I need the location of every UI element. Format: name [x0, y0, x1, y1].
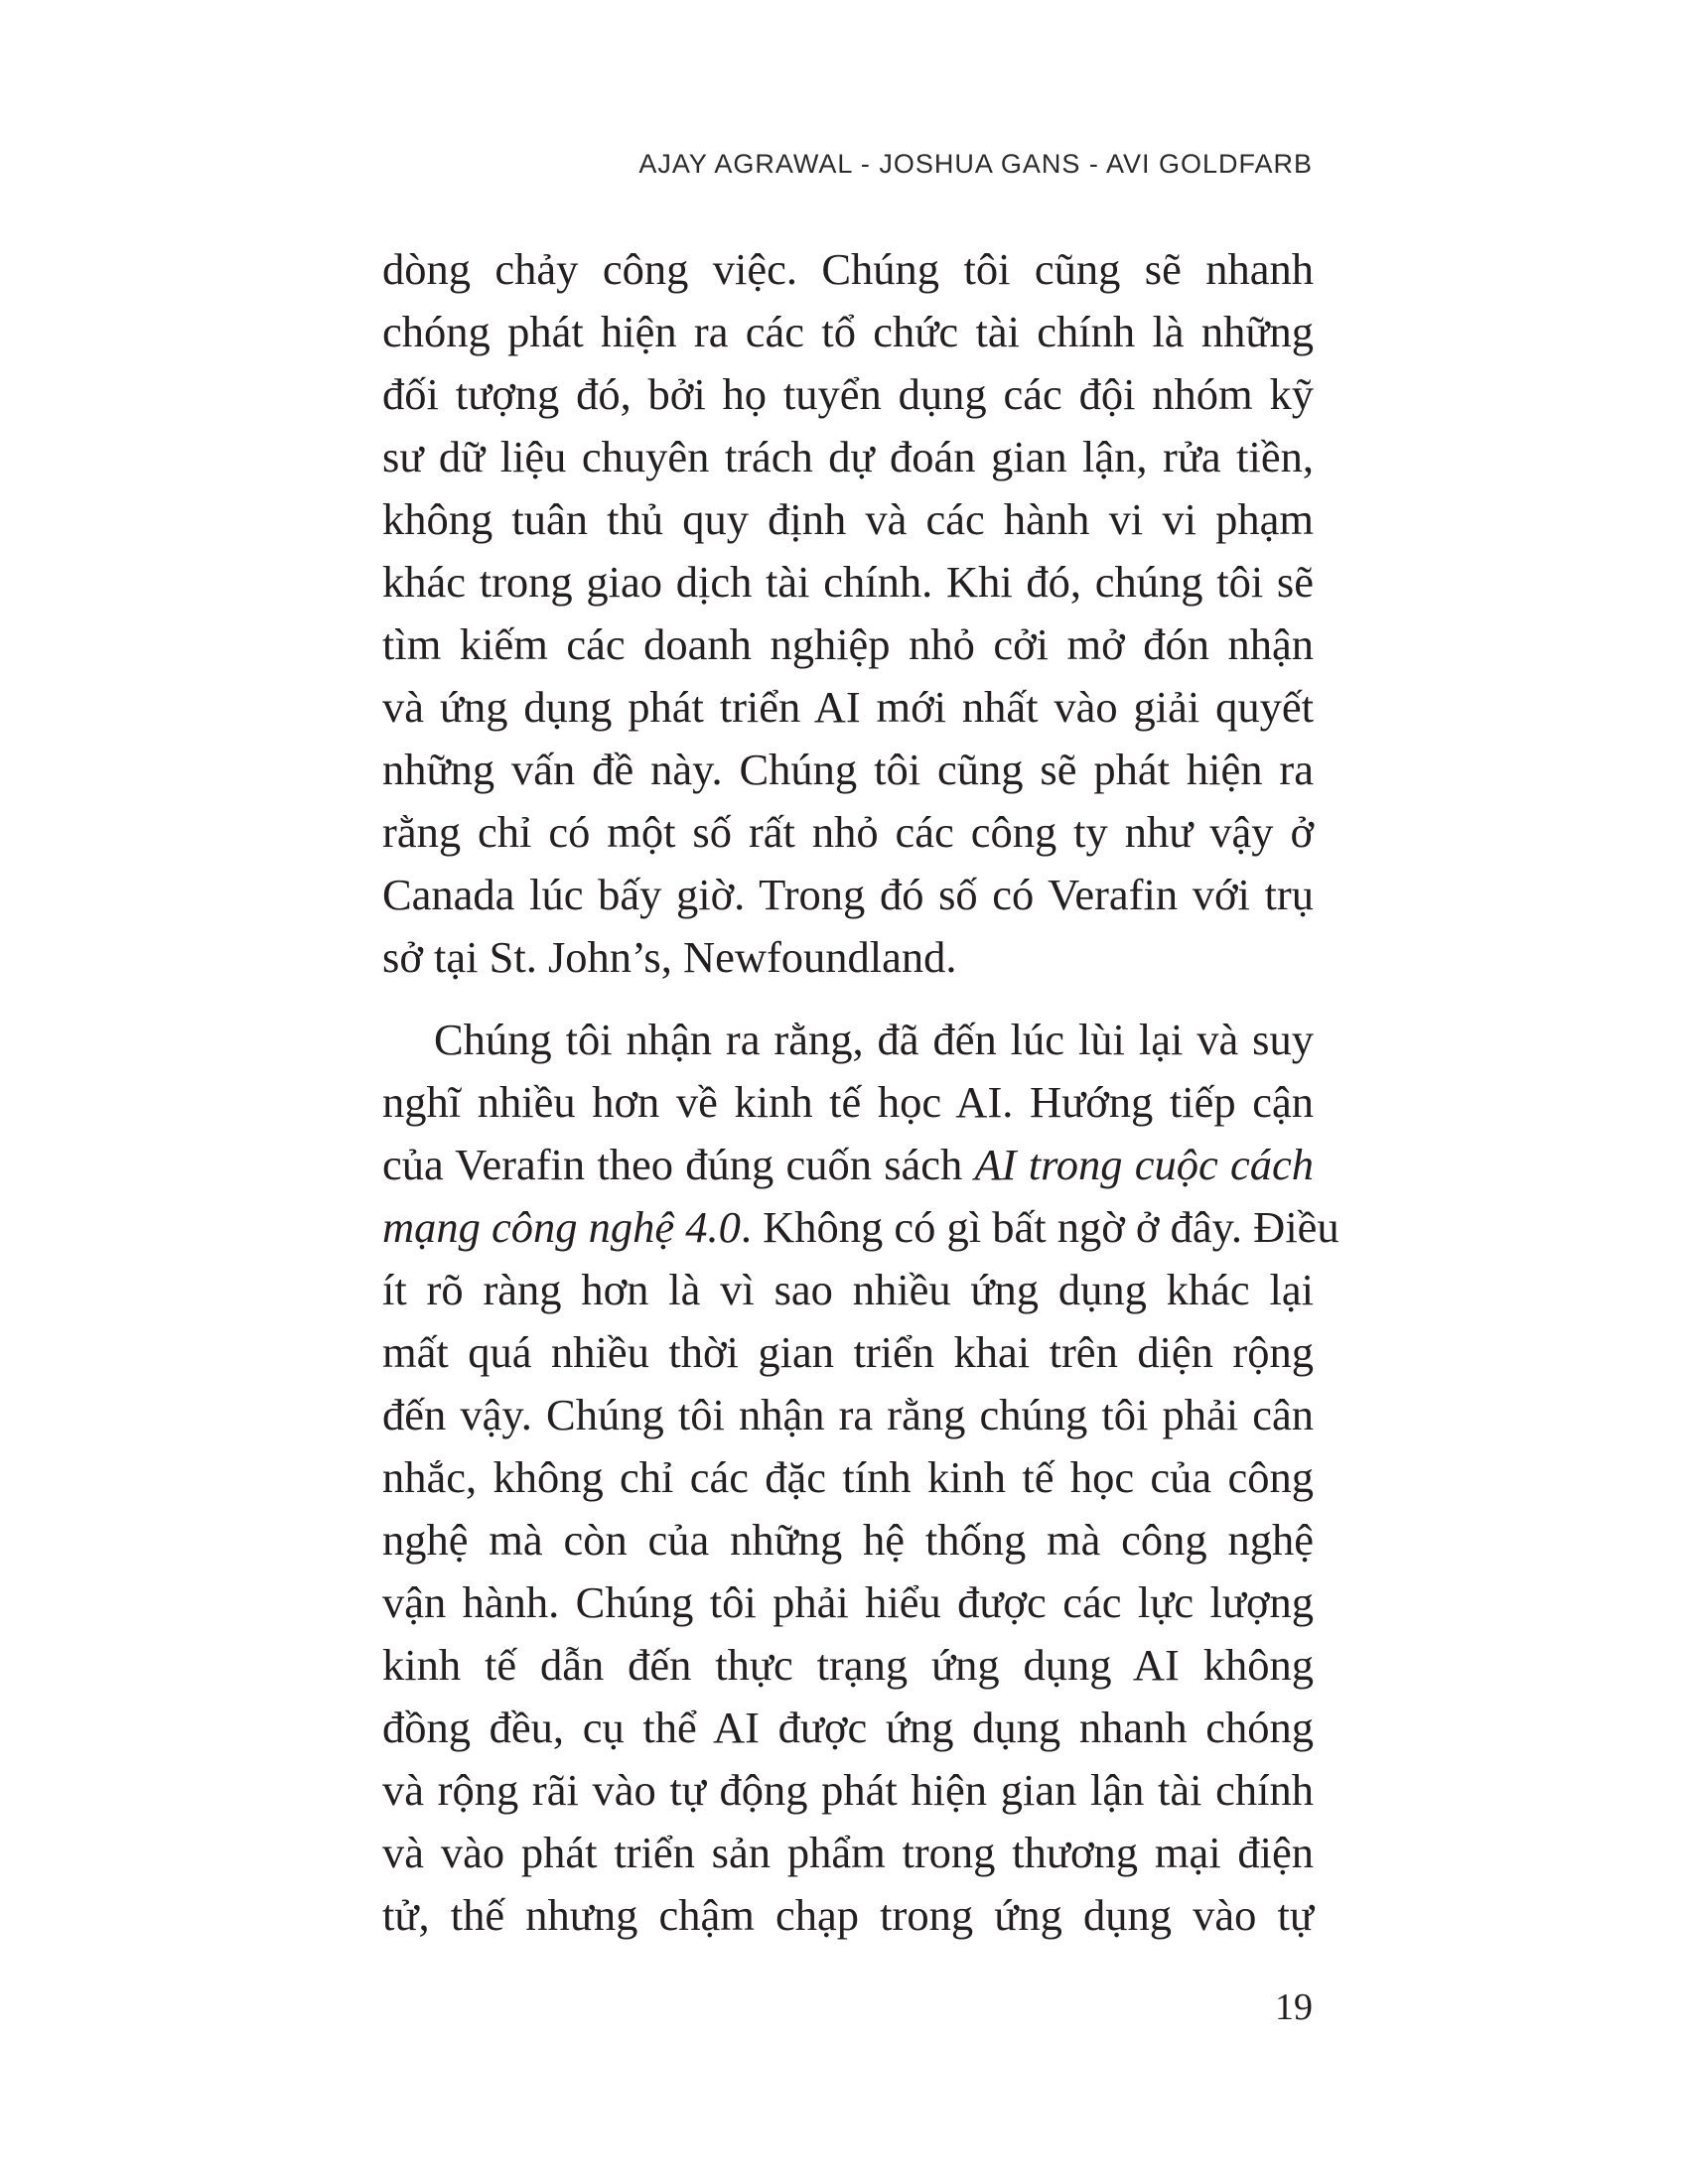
text-line: dòng chảy công việc. Chúng tôi cũng sẽ nhanh	[382, 244, 1314, 294]
text-line: mất quá nhiều thời gian triển khai trên diện rộng	[382, 1327, 1314, 1377]
text-line: và ứng dụng phát triển AI mới nhất vào giải quyết	[382, 682, 1314, 732]
text-line	[382, 1196, 1339, 1259]
text-line: những vấn đề này. Chúng tôi cũng sẽ phát hiện ra	[382, 745, 1314, 794]
text-segment: của Verafin theo đúng cuốn sách	[382, 1140, 975, 1189]
text-line: đến vậy. Chúng tôi nhận ra rằng chúng tôi phải cân	[382, 1390, 1314, 1439]
text-line: rằng chỉ có một số rất nhỏ các công ty như vậy ở	[382, 807, 1314, 857]
text-line: nhắc, không chỉ các đặc tính kinh tế học của công	[382, 1452, 1314, 1502]
page-number: 19	[1275, 1986, 1313, 2028]
text-line	[382, 1134, 1314, 1196]
text-line: khác trong giao dịch tài chính. Khi đó, chúng tôi sẽ	[382, 557, 1314, 607]
body-text	[382, 238, 1339, 1947]
text-line: kinh tế dẫn đến thực trạng ứng dụng AI không	[382, 1640, 1314, 1690]
text-line: tử, thế nhưng chậm chạp trong ứng dụng vào tự	[382, 1890, 1314, 1940]
text-line: nghệ mà còn của những hệ thống mà công nghệ	[382, 1515, 1314, 1565]
running-head-authors: AJAY AGRAWAL - JOSHUA GANS - AVI GOLDFARB	[638, 149, 1313, 179]
text-line: nghĩ nhiều hơn về kinh tế học AI. Hướng tiếp cận	[382, 1077, 1314, 1127]
paragraph-2	[382, 1009, 1339, 1947]
paragraph-1	[382, 238, 1314, 989]
text-line: và rộng rãi vào tự động phát hiện gian lận tài chính	[382, 1765, 1314, 1815]
text-segment: . Không có gì bất ngờ ở đây. Điều	[740, 1202, 1339, 1252]
text-line: sư dữ liệu chuyên trách dự đoán gian lận, rửa tiền,	[382, 432, 1314, 481]
book-title-italic: mạng công nghệ 4.0	[382, 1202, 741, 1252]
text-line: và vào phát triển sản phẩm trong thương mại điện	[382, 1828, 1314, 1877]
text-line: đồng đều, cụ thể AI được ứng dụng nhanh chóng	[382, 1703, 1314, 1752]
text-line: Chúng tôi nhận ra rằng, đã đến lúc lùi lại và suy	[434, 1015, 1314, 1064]
text-line: ít rõ ràng hơn là vì sao nhiều ứng dụng khác lại	[382, 1265, 1314, 1314]
text-line: sở tại St. John’s, Newfoundland.	[382, 932, 957, 982]
text-line: đối tượng đó, bởi họ tuyển dụng các đội nhóm kỹ	[382, 369, 1314, 419]
text-line: vận hành. Chúng tôi phải hiểu được các lực lượng	[382, 1577, 1314, 1627]
text-line: chóng phát hiện ra các tổ chức tài chính là những	[382, 307, 1314, 356]
text-line: Canada lúc bấy giờ. Trong đó số có Verafin với trụ	[382, 870, 1314, 919]
text-line: không tuân thủ quy định và các hành vi vi phạm	[382, 494, 1314, 544]
book-title-italic: AI trong cuộc cách	[974, 1140, 1314, 1189]
text-line: tìm kiếm các doanh nghiệp nhỏ cởi mở đón nhận	[382, 619, 1314, 669]
